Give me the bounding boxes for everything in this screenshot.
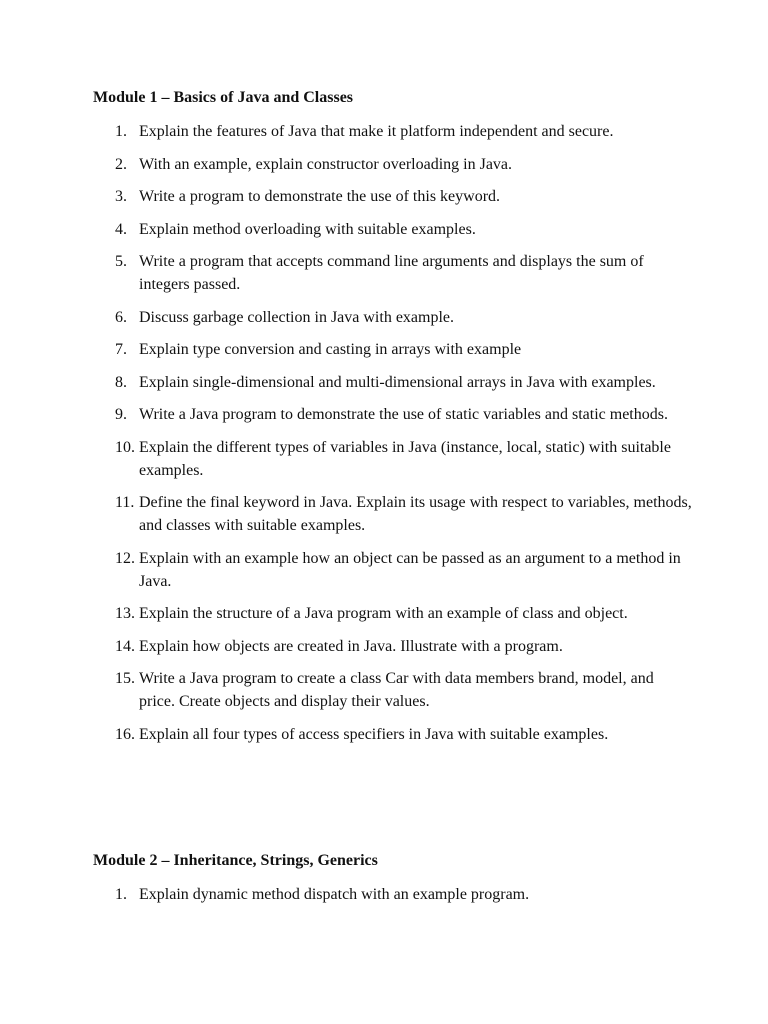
question-item (93, 185, 693, 208)
question-item (93, 338, 693, 361)
question-item (93, 403, 693, 426)
question-text: Discuss garbage collection in Java with example. (139, 308, 455, 326)
question-text: Write a program to demonstrate the use of this keyword. (139, 188, 501, 205)
question-item (93, 547, 693, 593)
question-number: 4. (115, 220, 127, 238)
question-text: Define the final keyword in Java. Explain its usage with respect to variables, methods, and classes with suitable examples. (139, 494, 692, 534)
question-number: 7. (115, 341, 127, 358)
question-item (93, 602, 693, 625)
module-2-section (93, 851, 693, 916)
question-number: 15. (115, 670, 135, 687)
question-text: Write a Java program to demonstrate the use of static variables and static methods. (139, 406, 668, 423)
question-number: 11. (115, 494, 135, 511)
question-item (93, 635, 693, 658)
question-item (93, 491, 693, 537)
question-text: Explain dynamic method dispatch with an example program. (139, 886, 530, 903)
question-number: 14. (115, 637, 135, 655)
module-heading: Module 1 – Basics of Java and Classes (93, 89, 354, 106)
question-item (93, 153, 693, 176)
question-text: Write a Java program to create a class Car with data members brand, model, and price. Create objects and display their values. (139, 670, 654, 710)
question-item (93, 723, 693, 746)
question-number: 1. (115, 123, 127, 140)
module-heading: Module 2 – Inheritance, Strings, Generics (93, 852, 378, 869)
question-number: 1. (115, 886, 127, 903)
question-number: 8. (115, 373, 127, 391)
question-item (93, 667, 693, 713)
question-number: 6. (115, 308, 127, 326)
question-number: 16. (115, 725, 135, 743)
question-number: 9. (115, 406, 127, 423)
question-text: Explain type conversion and casting in arrays with example (139, 341, 522, 358)
question-text: Write a program that accepts command line arguments and displays the sum of integers passed. (139, 253, 644, 293)
question-list (93, 883, 693, 906)
question-list (93, 120, 693, 746)
question-number: 10. (115, 438, 135, 456)
question-text: Explain how objects are created in Java. Illustrate with a program. (139, 637, 563, 655)
question-item (93, 306, 693, 329)
question-text: Explain the features of Java that make it platform independent and secure. (139, 123, 614, 140)
question-number: 3. (115, 188, 127, 205)
question-text: Explain method overloading with suitable examples. (139, 220, 476, 238)
question-item (93, 371, 693, 394)
question-text: Explain all four types of access specifiers in Java with suitable examples. (139, 725, 609, 743)
question-item (93, 436, 693, 482)
question-number: 12. (115, 549, 135, 567)
question-text: Explain with an example how an object can be passed as an argument to a method in Java. (139, 549, 681, 590)
question-text: Explain the different types of variables in Java (instance, local, static) with suitable examples. (139, 438, 671, 479)
question-item (93, 250, 693, 296)
question-item (93, 120, 693, 143)
question-text: With an example, explain constructor overloading in Java. (139, 155, 513, 173)
module-1-section (93, 88, 693, 755)
question-item (93, 218, 693, 241)
question-number: 2. (115, 155, 127, 173)
question-item (93, 883, 693, 906)
question-number: 5. (115, 253, 127, 270)
question-number: 13. (115, 605, 135, 622)
question-text: Explain the structure of a Java program with an example of class and object. (139, 605, 628, 622)
question-text: Explain single-dimensional and multi-dimensional arrays in Java with examples. (139, 373, 656, 391)
